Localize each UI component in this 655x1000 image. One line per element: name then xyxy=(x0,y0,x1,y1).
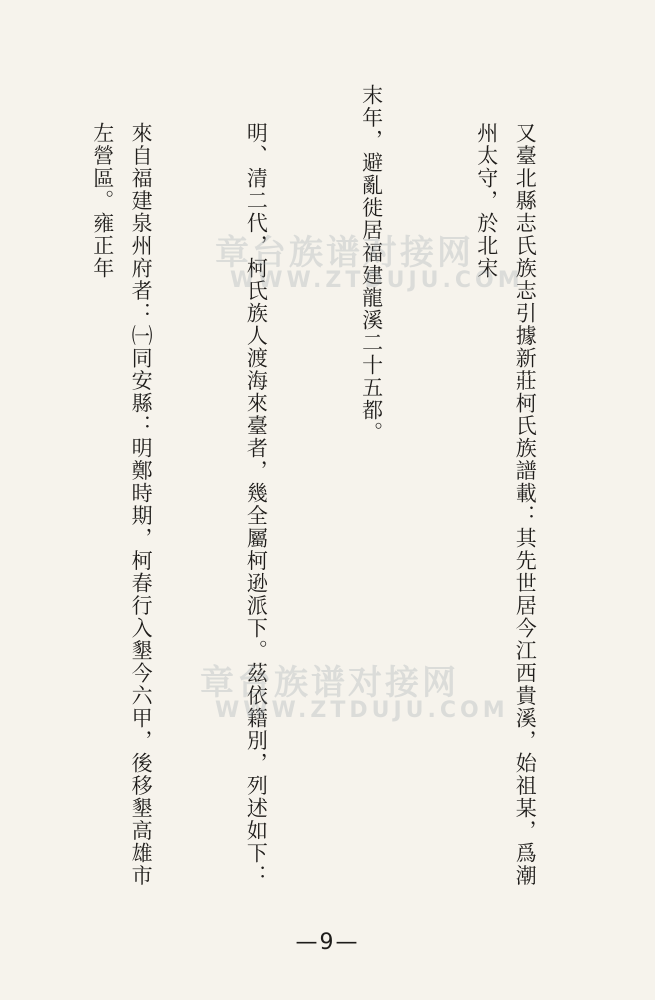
watermark-text: 章台族谱对接网 xyxy=(215,233,474,273)
body-text xyxy=(0,84,621,904)
watermark-url: WWW.ZTDUJU.COM xyxy=(230,268,524,293)
watermark-url: WWW.ZTDUJU.COM xyxy=(215,698,509,723)
text-column xyxy=(0,84,7,904)
text-column: 來自福建泉州府者：㈠同安縣：明鄭時期，柯春行入墾今六甲，後移墾高雄市左營區。雍正年 xyxy=(90,122,154,887)
text-column: 又臺北縣志氏族志引據新莊柯氏族譜載：其先世居今江西貴溪，始祖某，爲潮州太守，於北宋 xyxy=(474,122,538,887)
text-column: 明、清二代，柯氏族人渡海來臺者，幾全屬柯逊派下。茲依籍別，列述如下： xyxy=(244,122,269,887)
text-column: 末年，避亂徙居福建龍溪二十五都。 xyxy=(359,84,384,444)
page-number: —9— xyxy=(295,930,360,955)
watermark-text: 章台族谱对接网 xyxy=(200,663,459,703)
